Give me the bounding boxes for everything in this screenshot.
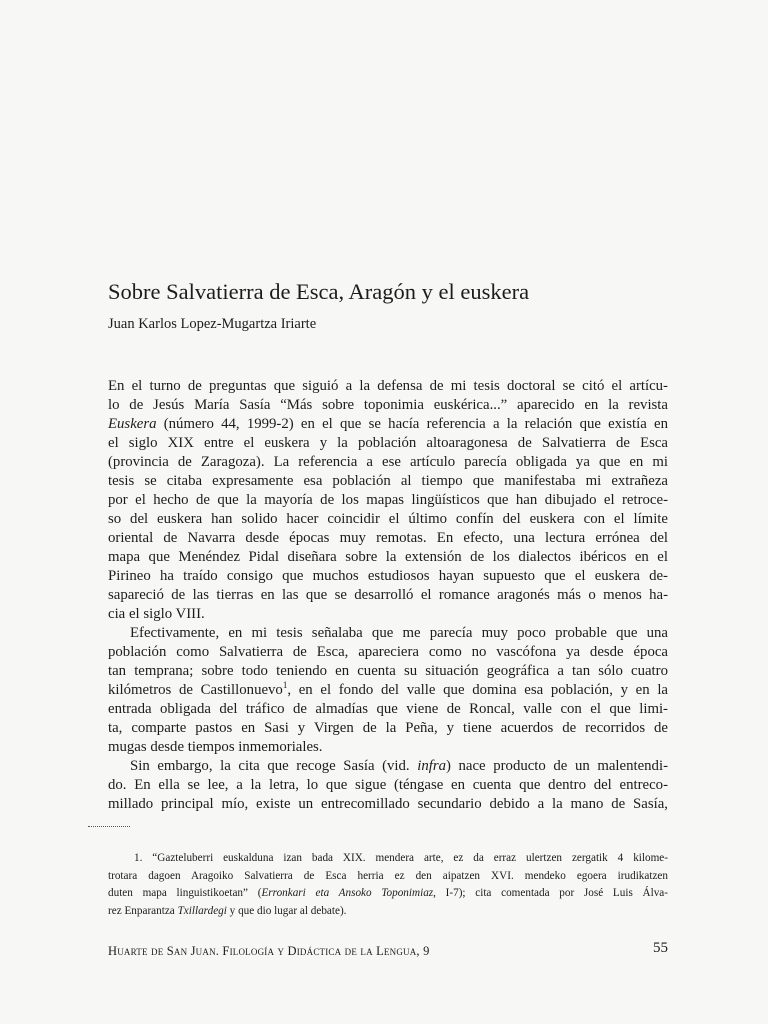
body-line-18: entrada obligada del tráfico de almadías que viene de Roncal, valle con el que limi-	[108, 701, 668, 717]
body-line-14: Efectivamente, en mi tesis señalaba que me parecía muy poco probable que una	[130, 625, 668, 641]
body-line-3: Euskera (número 44, 1999-2) en el que se hacía referencia a la relación que existía en	[108, 416, 668, 432]
article-title: Sobre Salvatierra de Esca, Aragón y el euskera	[108, 279, 530, 304]
body-line-1: En el turno de preguntas que siguió a la defensa de mi tesis doctoral se citó el artícu-	[108, 378, 668, 394]
body-line-8: so del euskera han solido hacer coincidir el último confín del euskera con el límite	[108, 511, 668, 527]
body-line-21: Sin embargo, la cita que recoge Sasía (vid. infra) nace producto de un malentendi-	[130, 758, 668, 774]
body-line-23: millado principal mío, existe un entrecomillado secundario debido a la mano de Sasía,	[108, 796, 668, 812]
body-line-22: do. En ella se lee, a la letra, lo que sigue (téngase en cuenta que dentro del entreco-	[108, 777, 668, 793]
body-line-13: cia el siglo VIII.	[108, 606, 205, 622]
body-line-19: ta, comparte pastos en Sasi y Virgen de la Peña, y tiene acuerdos de recorridos de	[108, 720, 668, 736]
body-line-5: (provincia de Zaragoza). La referencia a ese artículo parecía obligada ya que en mi	[108, 454, 668, 470]
body-line-15: población como Salvatierra de Esca, apareciera como no vascófona ya desde época	[108, 644, 668, 660]
footnote-line-1: 1. “Gazteluberri euskalduna izan bada XIX. mendera arte, ez da erraz ulertzen zergatik 4 kilome-	[134, 852, 668, 864]
body-line-6: tesis se citaba expresamente esa población al tiempo que manifestaba mi extrañeza	[108, 473, 668, 489]
journal-name: Euskera	[108, 416, 157, 432]
body-line-12: sapareció de las tierras en las que se desarrolló el romance aragonés más o menos ha-	[108, 587, 668, 603]
body-line-2: lo de Jesús María Sasía “Más sobre toponimia euskérica...” aparecido en la revista	[108, 397, 668, 413]
body-line-20: mugas desde tiempos inmemoriales.	[108, 739, 323, 755]
footnote-line-4: rez Enparantza Txillardegi y que dio lugar al debate).	[108, 904, 347, 917]
footnote-name: Txillardegi	[177, 904, 227, 917]
body-line-17: kilómetros de Castillonuevo$^1$, en el fondo del valle que domina esa población, y en la	[108, 680, 669, 698]
footnote-separator	[88, 826, 130, 827]
body-line-4: el siglo XIX entre el euskera y la población altoaragonesa de Salvatierra de Esca	[108, 435, 668, 451]
body-line-7: por el hecho de que la mayoría de los mapas lingüísticos que han dibujado el retroce-	[108, 492, 668, 508]
footnote-line-2: trotara dagoen Aragoiko Salvatierra de Esca herria ez den aipatzen XVI. mendeko egoera irudikatzen	[108, 869, 668, 882]
body-line-16: tan temprana; sobre todo teniendo en cuenta su situación geográfica a tan sólo cuatro	[108, 663, 668, 679]
footnote-source-title: Erronkari eta Ansoko Toponimiaz	[261, 887, 434, 899]
body-line-10: mapa que Menéndez Pidal diseñara sobre la extensión de los dialectos ibéricos en el	[108, 549, 668, 565]
footnote	[108, 850, 668, 920]
body-line-11: Pirineo ha traído consigo que muchos estudiosos hayan supuesto que el euskera de-	[108, 568, 668, 584]
footnote-reference[interactable]: 1	[282, 680, 288, 691]
page-number: 55	[653, 940, 668, 956]
article-author: Juan Karlos Lopez-Mugartza Iriarte	[108, 316, 317, 332]
body-text	[108, 377, 668, 814]
body-line-9: oriental de Navarra desde épocas muy remotas. En efecto, una lectura errónea del	[108, 530, 668, 546]
footnote-line-3: duten mapa linguistikoetan” (Erronkari eta Ansoko Toponimiaz, I-7); cita comentada por José Luis Álva-	[108, 887, 668, 899]
running-head: Huarte de San Juan. Filología y Didáctica de la Lengua, 9	[108, 944, 430, 958]
italic-infra: infra	[417, 758, 447, 774]
